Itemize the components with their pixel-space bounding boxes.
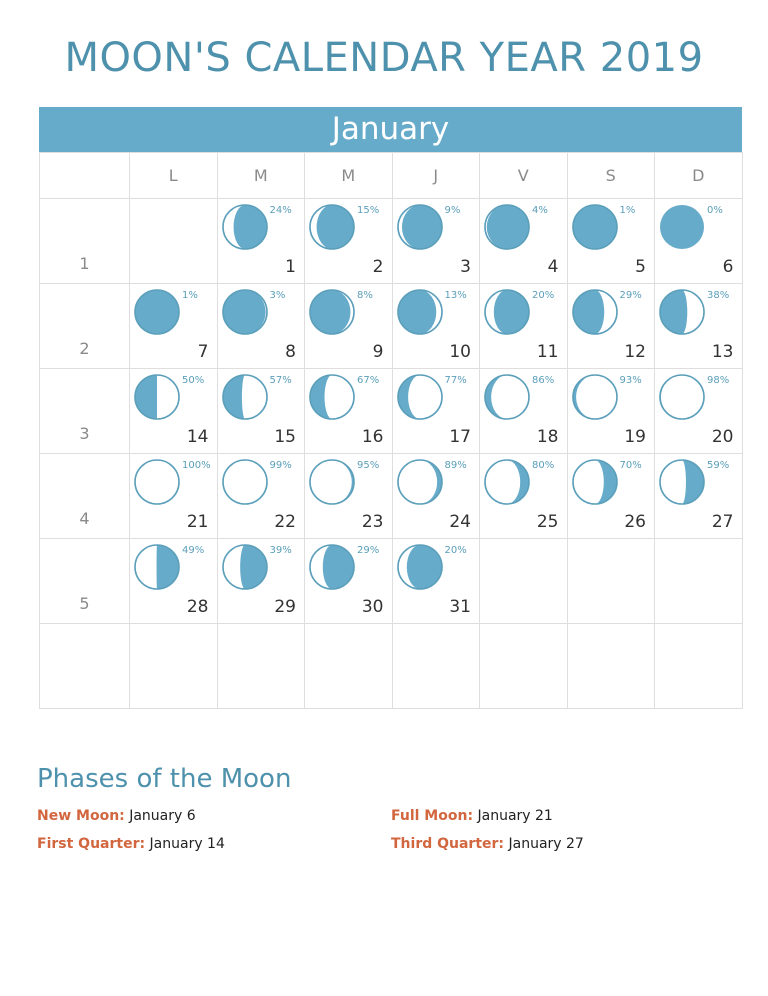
day-number: 29 [274, 597, 296, 617]
day-cell [392, 284, 480, 369]
phase-date: January 6 [129, 808, 196, 824]
illumination-percent: 49% [182, 545, 205, 556]
illumination-percent: 80% [532, 460, 555, 471]
illumination-percent: 86% [532, 375, 555, 386]
week-number-cell [40, 624, 130, 709]
month-header: January [39, 107, 742, 152]
phases-heading: Phases of the Moon [37, 764, 292, 794]
weekday-header-monday: L [130, 153, 218, 199]
day-cell [655, 284, 743, 369]
illumination-percent: 1% [182, 290, 198, 301]
moon-phase-icon [221, 288, 269, 336]
moon-phase-icon [483, 458, 531, 506]
moon-phase-icon [571, 288, 619, 336]
moon-phase-icon [133, 288, 181, 336]
moon-phase-icon [308, 543, 356, 591]
day-number: 16 [361, 427, 384, 447]
moon-phase-icon [396, 543, 444, 591]
day-cell [217, 284, 305, 369]
moon-phase-icon [308, 288, 356, 336]
empty-day-cell [130, 199, 218, 284]
week-row [40, 539, 743, 624]
day-number: 8 [285, 342, 296, 362]
phase-date: January 14 [149, 836, 225, 852]
day-cell [480, 199, 568, 284]
day-number: 26 [624, 512, 646, 532]
illumination-percent: 24% [269, 205, 292, 216]
moon-phase-icon [221, 373, 269, 421]
day-number: 30 [361, 597, 384, 617]
illumination-percent: 13% [444, 290, 467, 301]
week-number-cell [40, 199, 130, 284]
empty-day-cell [567, 624, 655, 709]
day-cell [567, 199, 655, 284]
day-number: 10 [449, 342, 471, 362]
phase-full-moon [391, 808, 553, 824]
day-cell [130, 454, 218, 539]
day-number: 1 [285, 257, 296, 277]
illumination-percent: 3% [269, 290, 286, 301]
day-cell [305, 454, 393, 539]
day-cell [480, 454, 568, 539]
day-cell [567, 454, 655, 539]
moon-phase-icon [571, 373, 619, 421]
week-row [40, 199, 743, 284]
phase-date: January 21 [477, 808, 553, 824]
day-cell [305, 539, 393, 624]
moon-phase-icon [396, 288, 444, 336]
week-number-cell [40, 369, 130, 454]
moon-phases-section [37, 762, 737, 868]
illumination-percent: 15% [357, 205, 380, 216]
week-number: 1 [79, 254, 90, 273]
moon-phase-icon [133, 543, 181, 591]
day-number: 12 [624, 342, 646, 362]
week-number: 2 [79, 339, 90, 358]
week-row [40, 369, 743, 454]
moon-phase-icon [308, 458, 356, 506]
day-number: 6 [722, 257, 734, 277]
illumination-percent: 98% [707, 375, 730, 386]
day-cell [655, 199, 743, 284]
moon-phase-icon [483, 203, 531, 251]
illumination-percent: 59% [707, 460, 730, 471]
illumination-percent: 99% [269, 460, 292, 471]
day-cell [480, 284, 568, 369]
moon-phase-icon [658, 373, 706, 421]
day-cell [305, 369, 393, 454]
empty-day-cell [130, 624, 218, 709]
week-number-header [40, 153, 130, 199]
day-cell [217, 369, 305, 454]
illumination-percent: 38% [707, 290, 730, 301]
illumination-percent: 29% [357, 545, 380, 556]
moon-phase-icon [483, 373, 531, 421]
day-cell [567, 369, 655, 454]
day-number: 18 [536, 427, 559, 447]
weekday-header-friday: V [480, 153, 568, 199]
day-number: 13 [711, 342, 734, 362]
weekday-header-thursday: J [392, 153, 480, 199]
day-number: 14 [186, 427, 209, 447]
phase-first-quarter [37, 836, 225, 852]
weekday-header-saturday: S [567, 153, 655, 199]
illumination-percent: 50% [182, 375, 205, 386]
week-number-cell [40, 284, 130, 369]
moon-phase-icon [308, 203, 356, 251]
moon-phase-icon [571, 203, 619, 251]
phase-new-moon [37, 808, 196, 824]
phase-date: January 27 [508, 836, 584, 852]
illumination-percent: 4% [532, 205, 548, 216]
phase-label: First Quarter: [37, 836, 146, 852]
day-cell [392, 454, 480, 539]
day-cell [392, 539, 480, 624]
phases-list [37, 808, 737, 868]
week-number: 3 [79, 424, 90, 443]
illumination-percent: 70% [619, 460, 642, 471]
illumination-percent: 9% [444, 205, 461, 216]
empty-day-cell [217, 624, 305, 709]
moon-phase-icon [658, 203, 706, 251]
illumination-percent: 8% [357, 290, 373, 301]
day-number: 4 [547, 257, 559, 277]
illumination-percent: 67% [357, 375, 380, 386]
day-number: 22 [274, 512, 296, 532]
empty-day-cell [480, 624, 568, 709]
moon-phase-icon [571, 458, 619, 506]
page-title: MOON'S CALENDAR YEAR 2019 [64, 35, 704, 81]
week-number: 4 [79, 509, 90, 528]
illumination-percent: 89% [444, 460, 467, 471]
day-cell [130, 369, 218, 454]
day-number: 9 [372, 342, 384, 362]
moon-phase-icon [133, 458, 181, 506]
day-number: 24 [449, 512, 471, 532]
moon-phase-icon [133, 373, 181, 421]
day-cell [305, 199, 393, 284]
illumination-percent: 39% [269, 545, 292, 556]
day-number: 25 [536, 512, 559, 532]
empty-day-cell [392, 624, 480, 709]
illumination-percent: 57% [269, 375, 292, 386]
day-number: 21 [186, 512, 209, 532]
day-cell [480, 369, 568, 454]
week-row [40, 454, 743, 539]
phase-label: Full Moon: [391, 808, 474, 824]
day-number: 15 [274, 427, 296, 447]
phase-label: Third Quarter: [391, 836, 505, 852]
empty-day-cell [480, 539, 568, 624]
day-number: 17 [449, 427, 471, 447]
week-number-cell [40, 454, 130, 539]
moon-calendar [39, 107, 742, 709]
moon-phase-icon [658, 458, 706, 506]
day-cell [130, 539, 218, 624]
moon-phase-icon [396, 373, 444, 421]
day-cell [567, 284, 655, 369]
empty-day-cell [655, 624, 743, 709]
moon-phase-icon [221, 458, 269, 506]
day-cell [655, 369, 743, 454]
moon-phase-icon [396, 203, 444, 251]
illumination-percent: 77% [444, 375, 467, 386]
moon-phase-icon [483, 288, 531, 336]
weekday-header-row [40, 153, 743, 199]
day-number: 7 [197, 342, 209, 362]
moon-phase-icon [221, 543, 269, 591]
day-cell [305, 284, 393, 369]
phase-label: New Moon: [37, 808, 125, 824]
week-row [40, 624, 743, 709]
day-number: 27 [711, 512, 734, 532]
day-cell [392, 199, 480, 284]
illumination-percent: 1% [619, 205, 636, 216]
day-number: 23 [361, 512, 384, 532]
illumination-percent: 0% [707, 205, 723, 216]
week-number-cell [40, 539, 130, 624]
empty-day-cell [305, 624, 393, 709]
calendar-grid [39, 152, 743, 709]
illumination-percent: 20% [444, 545, 467, 556]
day-number: 3 [460, 257, 471, 277]
illumination-percent: 93% [619, 375, 642, 386]
moon-phase-icon [396, 458, 444, 506]
day-cell [655, 454, 743, 539]
day-number: 19 [624, 427, 646, 447]
illumination-percent: 20% [532, 290, 555, 301]
weekday-header-wednesday: M [305, 153, 393, 199]
week-number: 5 [79, 594, 90, 613]
weekday-header-sunday: D [655, 153, 743, 199]
day-number: 31 [449, 597, 471, 617]
empty-day-cell [655, 539, 743, 624]
day-cell [217, 454, 305, 539]
moon-phase-icon [658, 288, 706, 336]
day-cell [217, 539, 305, 624]
illumination-percent: 95% [357, 460, 380, 471]
day-cell [392, 369, 480, 454]
moon-phase-icon [221, 203, 269, 251]
day-number: 2 [372, 257, 384, 277]
week-row [40, 284, 743, 369]
illumination-percent: 100% [182, 460, 211, 471]
weekday-header-tuesday: M [217, 153, 305, 199]
phase-third-quarter [391, 836, 584, 852]
empty-day-cell [567, 539, 655, 624]
day-number: 11 [536, 342, 559, 362]
day-number: 28 [186, 597, 209, 617]
day-number: 20 [711, 427, 734, 447]
day-cell [217, 199, 305, 284]
day-cell [130, 284, 218, 369]
illumination-percent: 29% [619, 290, 642, 301]
moon-phase-icon [308, 373, 356, 421]
day-number: 5 [635, 257, 646, 277]
